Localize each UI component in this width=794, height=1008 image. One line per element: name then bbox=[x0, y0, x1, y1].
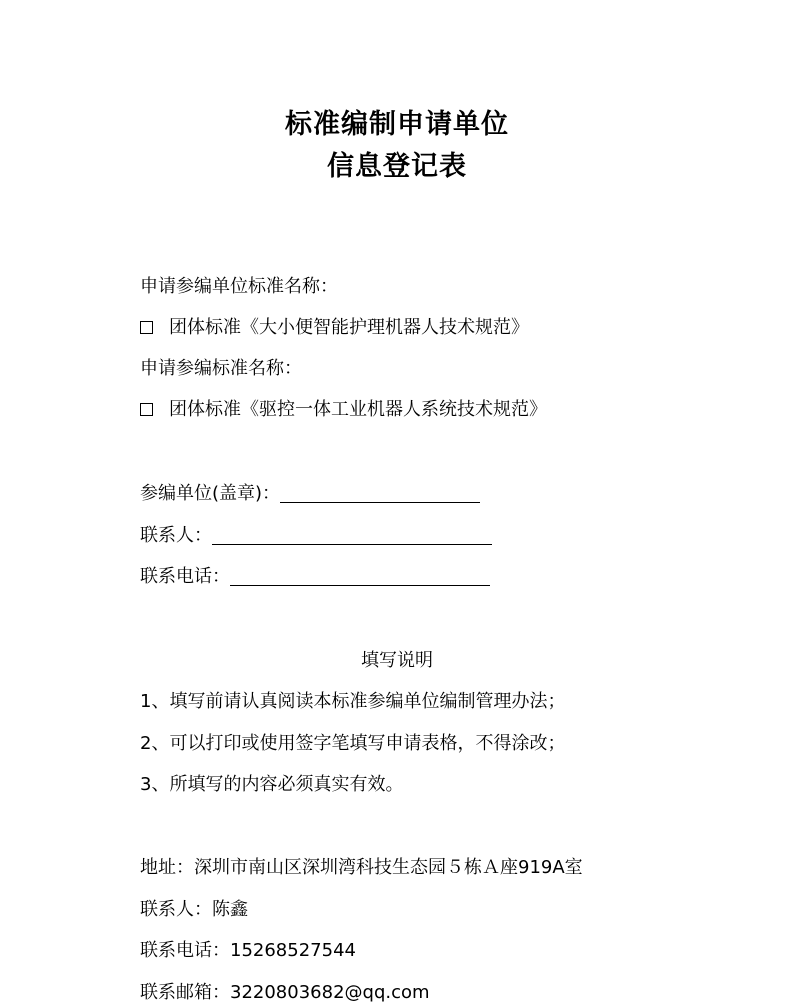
standard-option-1[interactable] bbox=[140, 316, 529, 340]
contact-email: 联系邮箱：3220803682@qq.com bbox=[140, 982, 430, 1003]
contact-phone: 联系电话：15268527544 bbox=[140, 940, 356, 961]
instruction-item-1: 1、填写前请认真阅读本标准参编单位编制管理办法； bbox=[140, 691, 566, 712]
instruction-item-2: 2、可以打印或使用签字笔填写申请表格，不得涂改； bbox=[140, 733, 566, 754]
standard-option-2[interactable] bbox=[140, 398, 547, 422]
page-title-line2: 信息登记表 bbox=[327, 151, 467, 182]
unit-field-row bbox=[140, 482, 480, 506]
contact-person: 联系人：陈鑫 bbox=[140, 899, 248, 920]
standard-label: 申请参编标准名称： bbox=[140, 358, 302, 379]
checkbox-option-1[interactable] bbox=[140, 321, 153, 334]
contact-field-row bbox=[140, 524, 492, 548]
phone-field-label: 联系电话： bbox=[140, 566, 230, 587]
contact-address: 地址：深圳市南山区深圳湾科技生态园５栋Ａ座919A室 bbox=[140, 857, 583, 878]
contact-field-label: 联系人： bbox=[140, 525, 212, 546]
phone-field-row bbox=[140, 565, 490, 589]
page-title-line1: 标准编制申请单位 bbox=[285, 109, 509, 140]
instructions-heading: 填写说明 bbox=[361, 650, 433, 671]
standard-option-1-text: 团体标准《大小便智能护理机器人技术规范》 bbox=[169, 317, 529, 338]
checkbox-option-2[interactable] bbox=[140, 403, 153, 416]
contact-field-blank[interactable] bbox=[212, 526, 492, 545]
unit-field-blank[interactable] bbox=[280, 484, 480, 503]
standard-option-2-text: 团体标准《驱控一体工业机器人系统技术规范》 bbox=[169, 399, 547, 420]
unit-field-label: 参编单位(盖章)： bbox=[140, 483, 281, 504]
unit-standard-label: 申请参编单位标准名称： bbox=[140, 276, 338, 297]
instruction-item-3: 3、所填写的内容必须真实有效。 bbox=[140, 774, 404, 795]
phone-field-blank[interactable] bbox=[230, 567, 490, 586]
